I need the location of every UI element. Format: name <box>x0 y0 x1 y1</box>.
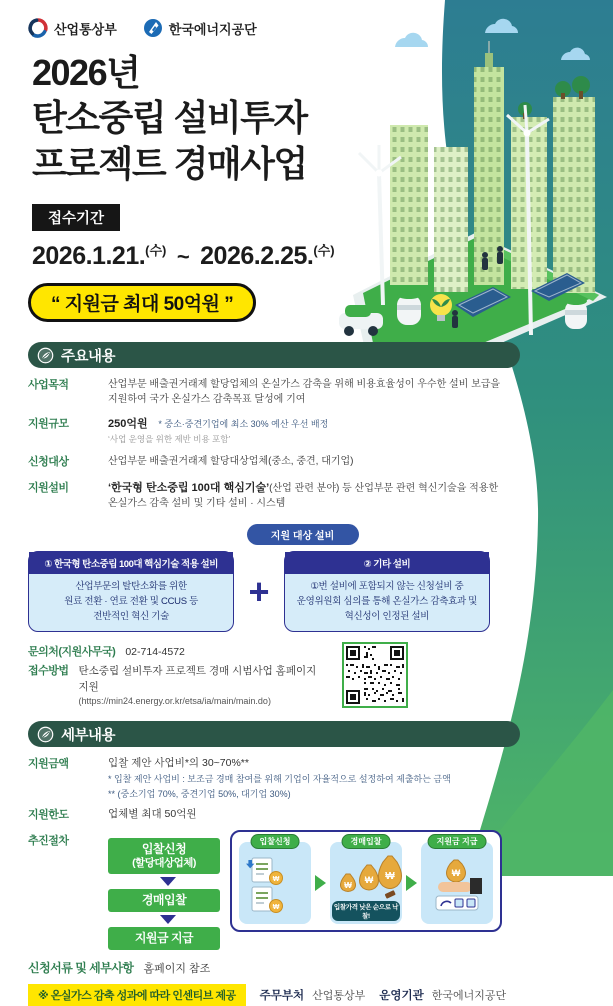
section-detail-title: 세부내용 <box>61 727 116 744</box>
period-start: 2026.1.21. <box>32 242 146 271</box>
svg-text:₩: ₩ <box>344 880 352 890</box>
flow-step-1 <box>108 838 220 874</box>
purpose-label: 사업목적 <box>28 379 69 392</box>
footer <box>28 984 613 1006</box>
facility-rest: (산업 관련 분야) 등 산업부문 관련 혁신기술을 적용한 온실가스 감축 설비 및 기타 설비 · 시스템 <box>108 482 499 510</box>
agency-label: 운영기관 <box>379 989 424 1002</box>
page-title <box>32 50 613 186</box>
qr-code <box>342 642 408 708</box>
agency-logo-text: 한국에너지공단 <box>168 21 257 37</box>
amount-text <box>108 756 532 801</box>
purpose-row <box>28 377 613 407</box>
documents-icon <box>246 854 304 914</box>
logo-row <box>28 18 613 38</box>
facility-box-1 <box>28 551 234 632</box>
plus-icon: + <box>248 570 270 612</box>
amount-label: 지원금액 <box>28 758 69 771</box>
apply-row <box>28 664 328 707</box>
scale-text <box>108 416 532 445</box>
arrow-down-icon <box>160 915 176 924</box>
target-facility-badge: 지원 대상 설비 <box>247 524 359 545</box>
ministry-logo <box>28 18 117 38</box>
contact-row <box>28 645 328 661</box>
facility-box-2-line2: 운영위원회 심의를 통해 온실가스 감축효과 및 <box>296 596 478 608</box>
panel-auction <box>330 836 402 924</box>
ministry-logo-text: 산업통상부 <box>54 21 117 37</box>
incentive-highlight: ※ 온실가스 감축 성과에 따라 인센티브 제공 <box>28 984 246 1006</box>
facility-box-1-header: ① 한국형 탄소중립 100대 핵심기술 적용 설비 <box>29 552 233 574</box>
facility-box-1-line1: 산업부문의 탈탄소화를 위한 <box>75 581 187 593</box>
purpose-text: 산업부문 배출권거래제 할당업체의 온실가스 감축을 위해 비용효율성이 우수한 설비 보급을 지원하여 국가 온실가스 감축목표 달성에 기여 <box>108 379 501 406</box>
apply-text <box>79 664 328 707</box>
facility-box-2-body <box>285 574 489 631</box>
scale-value: 250억원 <box>108 418 148 431</box>
facility-label: 지원설비 <box>28 481 69 494</box>
panel-auction-label: 경매입찰 <box>342 834 391 849</box>
facility-box-2-line3: 혁신성이 인정된 설비 <box>344 610 430 622</box>
panel-bid-apply-label: 입찰신청 <box>251 834 300 849</box>
period-label: 접수기간 <box>32 204 120 231</box>
section-main-header <box>28 342 520 368</box>
process-block <box>28 830 613 950</box>
amount-note-1: * 입찰 제안 사업비 : 보조금 경매 참여를 위해 기업이 자율적으로 설정하여 제출하는 금액 <box>108 774 451 785</box>
agency-value: 한국에너지공단 <box>431 989 507 1002</box>
eligible-label: 신청대상 <box>28 456 69 469</box>
facility-box-2 <box>284 551 490 632</box>
facility-box-1-line2: 원료 전환 · 연료 전환 및 CCUS 등 <box>64 596 198 608</box>
apply-label: 접수방법 <box>28 665 69 678</box>
docs-label: 신청서류 및 세부사항 <box>28 960 134 975</box>
arrow-right-icon <box>406 875 417 891</box>
title-line-2: 탄소중립 설비투자 <box>32 97 307 139</box>
process-label: 추진절차 <box>28 834 69 847</box>
docs-row <box>28 959 613 976</box>
apply-method: 탄소중립 설비투자 프로젝트 경매 시범사업 홈페이지 지원 <box>78 665 317 693</box>
eligible-text: 산업부문 배출권거래제 할당대상업체(중소, 중견, 대기업) <box>108 456 354 468</box>
period-separator: ~ <box>176 244 190 270</box>
money-bags-icon <box>335 854 397 902</box>
period-dates <box>32 240 613 271</box>
period-end: 2026.2.25. <box>200 242 314 271</box>
limit-row <box>28 807 613 824</box>
title-line-1: 2026년 <box>32 52 140 93</box>
panel-auction-caption: 입찰가격 낮은 순으로 낙찰! <box>332 901 400 921</box>
arrow-right-icon <box>315 875 326 891</box>
process-illustration <box>230 830 502 932</box>
facility-bold: ‘한국형 탄소중립 100대 핵심기술’ <box>108 481 270 494</box>
panel-bid-apply <box>239 836 311 924</box>
ministry-logo-icon <box>28 18 48 38</box>
limit-label: 지원한도 <box>28 809 69 822</box>
amount-note-2: ** (중소기업 70%, 중견기업 50%, 대기업 30%) <box>108 788 291 799</box>
scale-row <box>28 416 613 445</box>
period-start-day: (수) <box>145 243 167 259</box>
facility-box-1-line3: 전반적인 혁신 기술 <box>93 610 169 622</box>
ministry-label: 주무부처 <box>259 989 305 1002</box>
process-flow <box>108 838 228 950</box>
panel-payment-label: 지원금 지급 <box>428 834 487 849</box>
leaf-icon <box>37 726 54 743</box>
section-main-title: 주요내용 <box>61 348 116 365</box>
facility-box-1-body <box>29 574 233 631</box>
panel-payment <box>421 836 493 924</box>
flow-step-3: 지원금 지급 <box>108 927 220 950</box>
title-line-3: 프로젝트 경매사업 <box>32 142 307 184</box>
scale-label: 지원규모 <box>28 418 69 431</box>
scale-subnote: ‘사업 운영을 위한 제반 비용 포함’ <box>108 433 231 444</box>
facility-text <box>108 480 532 512</box>
contact-label: 문의처(지원사무국) <box>28 646 116 659</box>
scale-note: * 중소·중견기업에 최소 30% 예산 우선 배정 <box>158 419 329 430</box>
agency-logo <box>143 18 257 38</box>
hand-money-icon <box>428 854 486 914</box>
flow-step-1-line1: 입찰신청 <box>141 841 187 856</box>
flow-step-1-line2: (할당대상업체) <box>132 856 196 869</box>
period-end-day: (수) <box>313 243 335 259</box>
facility-boxes <box>28 551 490 632</box>
docs-value: 홈페이지 참조 <box>143 962 211 975</box>
grant-badge: “ 지원금 최대 50억원 ” <box>28 283 256 322</box>
section-detail-header <box>28 721 520 747</box>
ministry-value: 산업통상부 <box>312 989 366 1002</box>
svg-text:₩: ₩ <box>385 870 395 882</box>
flow-step-2: 경매입찰 <box>108 889 220 912</box>
amount-row <box>28 756 613 801</box>
apply-url: (https://min24.energy.or.kr/etsa/ia/main/main.do) <box>78 695 271 706</box>
facility-box-2-line1: ①번 설비에 포함되지 않는 신청설비 중 <box>310 581 464 593</box>
contact-block <box>28 642 613 708</box>
limit-value: 업체별 최대 50억원 <box>108 808 197 821</box>
agency-logo-icon <box>143 18 163 38</box>
arrow-down-icon <box>160 877 176 886</box>
svg-text:₩: ₩ <box>364 874 374 885</box>
leaf-icon <box>37 347 54 364</box>
facility-box-2-header: ② 기타 설비 <box>285 552 489 574</box>
amount-value: 입찰 제안 사업비*의 30~70%** <box>108 757 249 770</box>
facility-row <box>28 480 613 512</box>
svg-text:₩: ₩ <box>272 903 280 911</box>
eligible-row <box>28 454 613 471</box>
svg-text:₩: ₩ <box>451 867 461 878</box>
svg-text:₩: ₩ <box>272 875 280 883</box>
contact-phone: 02-714-4572 <box>125 646 185 659</box>
